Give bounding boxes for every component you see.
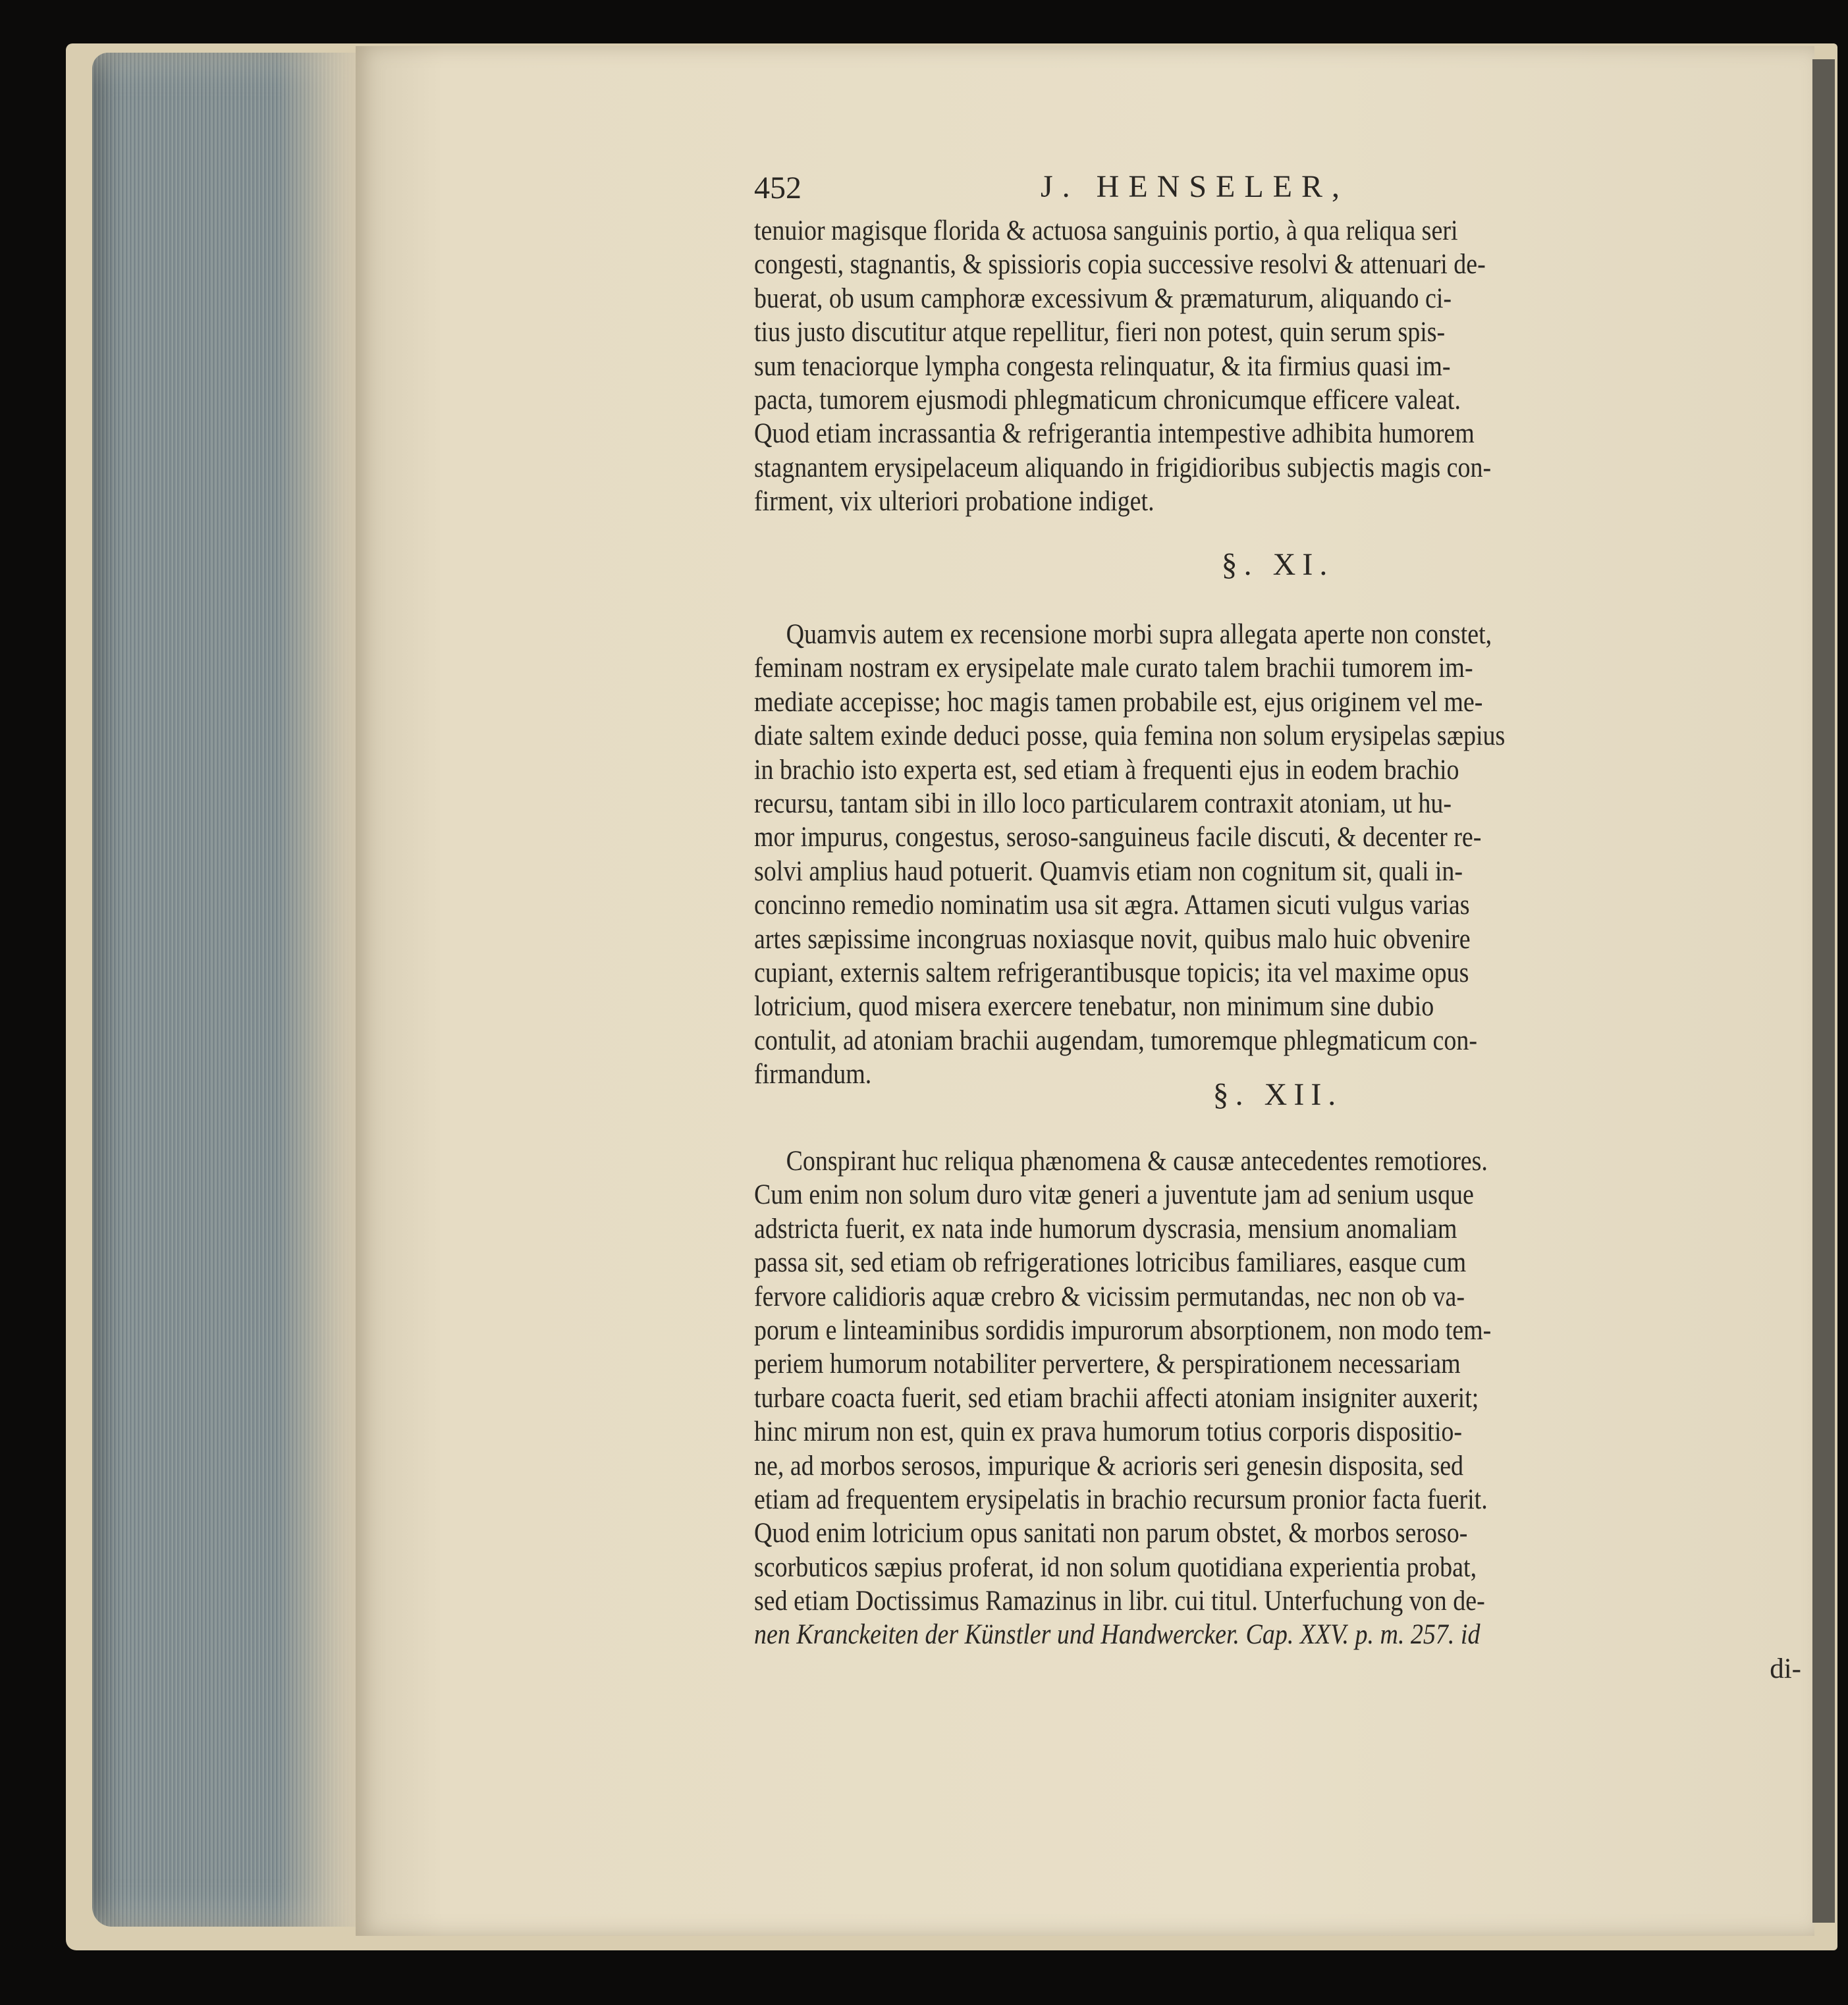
paragraph-1: [754, 214, 1848, 519]
text-line: solvi amplius haud potuerit. Quamvis etiam non cognitum sit, quali in-: [754, 855, 1463, 887]
text-line: pacta, tumorem ejusmodi phlegmaticum chronicumque efficere valeat.: [754, 384, 1461, 415]
text-line: Quamvis autem ex recensione morbi supra allegata aperte non constet,: [786, 619, 1492, 650]
text-line: diate saltem exinde deduci posse, quia femina non solum erysipelas sæpius: [754, 720, 1506, 752]
text-line: Quod etiam incrassantia & refrigerantia intempestive adhibita humorem: [754, 418, 1475, 450]
text-line: sum tenaciorque lympha congesta relinquatur, & ita firmius quasi im-: [754, 350, 1451, 382]
text-line: Quod enim lotricium opus sanitati non parum obstet, & morbos seroso-: [754, 1518, 1468, 1549]
header-title: J. HENSELER,: [1041, 169, 1349, 204]
section-heading-xii: §. XII.: [1212, 1077, 1343, 1112]
section-xii-body: [754, 1144, 1848, 1686]
running-head: [754, 170, 1801, 209]
text-line: passa sit, sed etiam ob refrigerationes lotricibus familiares, easque cum: [754, 1247, 1467, 1279]
text-line: hinc mirum non est, quin ex prava humorum totius corporis dispositio-: [754, 1416, 1463, 1448]
text-line: scorbuticos sæpius proferat, id non solum quotidiana experientia probat,: [754, 1551, 1477, 1583]
text-line: buerat, ob usum camphoræ excessivum & præmaturum, aliquando ci-: [754, 282, 1452, 314]
section-heading-xi: §. XI.: [1221, 547, 1334, 582]
section-xi-body: [754, 618, 1848, 1091]
text-line: in brachio isto experta est, sed etiam à frequenti ejus in eodem brachio: [754, 754, 1459, 786]
text-line: contulit, ad atoniam brachii augendam, tumoremque phlegmaticum con-: [754, 1025, 1478, 1056]
text-line: mediate accepisse; hoc magis tamen probabile est, ejus originem vel me-: [754, 686, 1483, 718]
text-line: cupiant, externis saltem refrigerantibusque topicis; ita vel maxime opus: [754, 957, 1469, 988]
text-line: firmandum.: [754, 1059, 872, 1090]
text-line: fervore calidioris aquæ crebro & vicissim permutandas, nec non ob va-: [754, 1281, 1465, 1312]
text-line: turbare coacta fuerit, sed etiam brachii affecti atoniam insigniter auxerit;: [754, 1382, 1479, 1414]
text-line: firment, vix ulteriori probatione indiget.: [754, 486, 1155, 518]
text-line: tius justo discutitur atque repellitur, fieri non potest, quin serum spis-: [754, 317, 1446, 348]
page-number: 452: [754, 171, 802, 205]
text-line: etiam ad frequentem erysipelatis in brachio recursum pronior facta fuerit.: [754, 1484, 1488, 1515]
text-line: lotricium, quod misera exercere tenebatur, non minimum sine dubio: [754, 991, 1434, 1023]
text-line: tenuior magisque florida & actuosa sanguinis portio, à qua reliqua seri: [754, 215, 1458, 246]
text-line: sed etiam Doctissimus Ramazinus in libr. cui titul. Unterfuchung von de-: [754, 1586, 1485, 1617]
text-line: adstricta fuerit, ex nata inde humorum dyscrasia, mensium anomaliam: [754, 1213, 1457, 1244]
text-line: nen Kranckeiten der Künstler und Handwercker. Cap. XXV. p. m. 257. id: [754, 1619, 1481, 1651]
text-line: artes sæpissime incongruas noxiasque novit, quibus malo huic obvenire: [754, 923, 1471, 955]
text-line: recursu, tantam sibi in illo loco particularem contraxit atoniam, ut hu-: [754, 788, 1452, 819]
page-edges: [92, 53, 356, 1927]
text-line: congesti, stagnantis, & spissioris copia successive resolvi & attenuari de-: [754, 249, 1486, 281]
text-line: mor impurus, congestus, seroso-sanguineus facile discuti, & decenter re-: [754, 822, 1482, 853]
catchword: di-: [1770, 1653, 1801, 1684]
text-line: Conspirant huc reliqua phænomena & causæ antecedentes remotiores.: [786, 1146, 1488, 1177]
text-line: Cum enim non solum duro vitæ generi a juventute jam ad senium usque: [754, 1179, 1474, 1211]
text-line: ne, ad morbos serosos, impurique & acrioris seri genesin disposita, sed: [754, 1450, 1464, 1482]
text-line: concinno remedio nominatim usa sit ægra. Attamen sicuti vulgus varias: [754, 890, 1470, 921]
text-line: stagnantem erysipelaceum aliquando in frigidioribus subjectis magis con-: [754, 452, 1492, 483]
text-line: periem humorum notabiliter pervertere, & perspirationem necessariam: [754, 1349, 1461, 1380]
text-line: porum e linteaminibus sordidis impurorum absorptionem, non modo tem-: [754, 1314, 1492, 1346]
text-line: feminam nostram ex erysipelate male curato talem brachii tumorem im-: [754, 653, 1473, 684]
